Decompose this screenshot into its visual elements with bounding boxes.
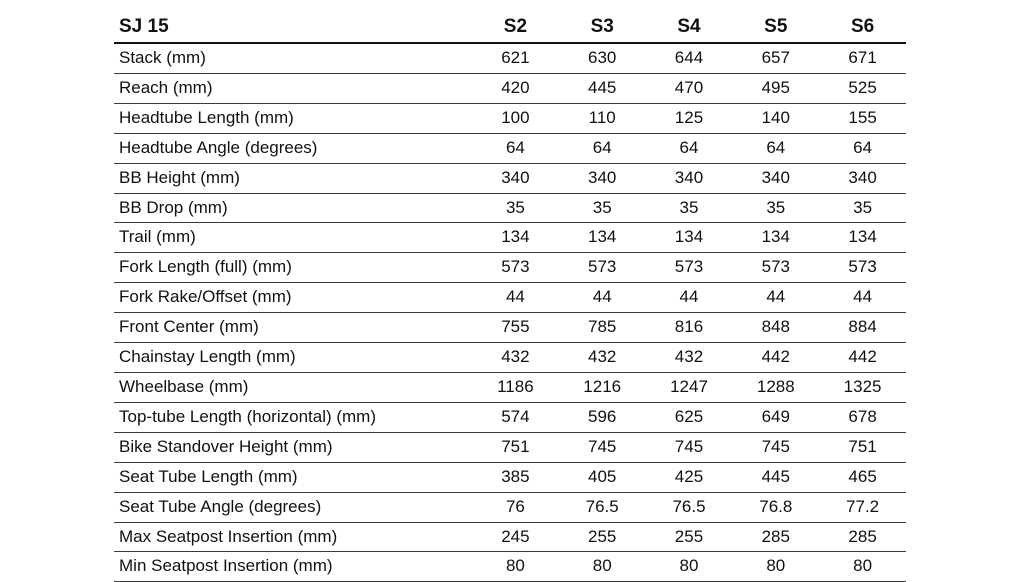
table-cell: 816 — [646, 313, 733, 343]
table-cell: 80 — [732, 552, 819, 582]
table-cell: 573 — [559, 253, 646, 283]
table-cell: 125 — [646, 103, 733, 133]
table-cell: 465 — [819, 462, 906, 492]
table-cell: 80 — [819, 552, 906, 582]
table-cell: 64 — [732, 133, 819, 163]
table-cell: 596 — [559, 402, 646, 432]
table-cell: 140 — [732, 103, 819, 133]
table-row — [114, 283, 906, 313]
table-row — [114, 313, 906, 343]
row-label: Seat Tube Length (mm) — [114, 462, 472, 492]
row-label: BB Drop (mm) — [114, 193, 472, 223]
table-cell: 751 — [472, 432, 559, 462]
table-cell: 134 — [646, 223, 733, 253]
table-title: SJ 15 — [114, 12, 472, 43]
table-cell: 35 — [646, 193, 733, 223]
table-cell: 64 — [819, 133, 906, 163]
table-cell: 445 — [732, 462, 819, 492]
table-cell: 340 — [472, 163, 559, 193]
table-row — [114, 372, 906, 402]
table-cell: 573 — [732, 253, 819, 283]
table-cell: 134 — [559, 223, 646, 253]
table-cell: 44 — [819, 283, 906, 313]
row-label: Bike Standover Height (mm) — [114, 432, 472, 462]
table-cell: 245 — [472, 522, 559, 552]
table-cell: 35 — [819, 193, 906, 223]
table-cell: 76 — [472, 492, 559, 522]
row-label: Chainstay Length (mm) — [114, 343, 472, 373]
table-cell: 64 — [646, 133, 733, 163]
table-row — [114, 193, 906, 223]
table-cell: 1288 — [732, 372, 819, 402]
table-cell: 425 — [646, 462, 733, 492]
table-cell: 525 — [819, 73, 906, 103]
table-cell: 573 — [472, 253, 559, 283]
table-cell: 755 — [472, 313, 559, 343]
table-cell: 432 — [472, 343, 559, 373]
table-cell: 442 — [819, 343, 906, 373]
table-cell: 644 — [646, 43, 733, 73]
table-cell: 678 — [819, 402, 906, 432]
header-row — [114, 12, 906, 43]
row-label: Top-tube Length (horizontal) (mm) — [114, 402, 472, 432]
size-header-s3: S3 — [559, 12, 646, 43]
table-cell: 574 — [472, 402, 559, 432]
table-cell: 80 — [472, 552, 559, 582]
table-row — [114, 522, 906, 552]
table-cell: 385 — [472, 462, 559, 492]
table-cell: 44 — [732, 283, 819, 313]
table-cell: 76.8 — [732, 492, 819, 522]
table-cell: 44 — [559, 283, 646, 313]
table-cell: 134 — [472, 223, 559, 253]
table-cell: 35 — [732, 193, 819, 223]
size-header-s5: S5 — [732, 12, 819, 43]
row-label: Stack (mm) — [114, 43, 472, 73]
table-cell: 285 — [819, 522, 906, 552]
size-header-s4: S4 — [646, 12, 733, 43]
table-cell: 1247 — [646, 372, 733, 402]
table-cell: 340 — [646, 163, 733, 193]
table-cell: 848 — [732, 313, 819, 343]
table-row — [114, 133, 906, 163]
geometry-table — [114, 12, 906, 582]
table-cell: 255 — [646, 522, 733, 552]
table-cell: 1325 — [819, 372, 906, 402]
table-cell: 110 — [559, 103, 646, 133]
table-row — [114, 462, 906, 492]
table-row — [114, 402, 906, 432]
table-row — [114, 343, 906, 373]
table-cell: 630 — [559, 43, 646, 73]
table-cell: 884 — [819, 313, 906, 343]
table-cell: 1216 — [559, 372, 646, 402]
table-cell: 100 — [472, 103, 559, 133]
row-label: Headtube Angle (degrees) — [114, 133, 472, 163]
table-cell: 573 — [646, 253, 733, 283]
table-row — [114, 253, 906, 283]
row-label: Fork Rake/Offset (mm) — [114, 283, 472, 313]
row-label: BB Height (mm) — [114, 163, 472, 193]
table-cell: 76.5 — [646, 492, 733, 522]
table-cell: 573 — [819, 253, 906, 283]
table-row — [114, 73, 906, 103]
table-cell: 785 — [559, 313, 646, 343]
row-label: Min Seatpost Insertion (mm) — [114, 552, 472, 582]
table-cell: 340 — [819, 163, 906, 193]
table-row — [114, 432, 906, 462]
table-cell: 35 — [472, 193, 559, 223]
row-label: Fork Length (full) (mm) — [114, 253, 472, 283]
table-cell: 671 — [819, 43, 906, 73]
table-cell: 64 — [472, 133, 559, 163]
table-cell: 649 — [732, 402, 819, 432]
table-cell: 657 — [732, 43, 819, 73]
table-cell: 76.5 — [559, 492, 646, 522]
table-cell: 745 — [646, 432, 733, 462]
table-cell: 155 — [819, 103, 906, 133]
table-cell: 340 — [732, 163, 819, 193]
table-cell: 432 — [559, 343, 646, 373]
table-cell: 745 — [559, 432, 646, 462]
table-cell: 134 — [819, 223, 906, 253]
table-cell: 44 — [472, 283, 559, 313]
table-cell: 432 — [646, 343, 733, 373]
table-cell: 77.2 — [819, 492, 906, 522]
table-cell: 470 — [646, 73, 733, 103]
table-cell: 134 — [732, 223, 819, 253]
table-cell: 621 — [472, 43, 559, 73]
row-label: Front Center (mm) — [114, 313, 472, 343]
table-cell: 255 — [559, 522, 646, 552]
table-cell: 405 — [559, 462, 646, 492]
row-label: Max Seatpost Insertion (mm) — [114, 522, 472, 552]
table-row — [114, 552, 906, 582]
table-row — [114, 103, 906, 133]
table-row — [114, 492, 906, 522]
size-header-s2: S2 — [472, 12, 559, 43]
table-cell: 751 — [819, 432, 906, 462]
table-body — [114, 43, 906, 582]
table-row — [114, 223, 906, 253]
table-cell: 1186 — [472, 372, 559, 402]
table-cell: 420 — [472, 73, 559, 103]
table-cell: 495 — [732, 73, 819, 103]
table-cell: 445 — [559, 73, 646, 103]
table-cell: 285 — [732, 522, 819, 552]
table-cell: 80 — [646, 552, 733, 582]
row-label: Seat Tube Angle (degrees) — [114, 492, 472, 522]
row-label: Reach (mm) — [114, 73, 472, 103]
table-header — [114, 12, 906, 43]
table-cell: 745 — [732, 432, 819, 462]
table-cell: 80 — [559, 552, 646, 582]
table-cell: 64 — [559, 133, 646, 163]
table-cell: 442 — [732, 343, 819, 373]
row-label: Wheelbase (mm) — [114, 372, 472, 402]
size-header-s6: S6 — [819, 12, 906, 43]
row-label: Headtube Length (mm) — [114, 103, 472, 133]
table-cell: 44 — [646, 283, 733, 313]
table-cell: 340 — [559, 163, 646, 193]
table-row — [114, 43, 906, 73]
table-cell: 625 — [646, 402, 733, 432]
table-cell: 35 — [559, 193, 646, 223]
table-row — [114, 163, 906, 193]
row-label: Trail (mm) — [114, 223, 472, 253]
